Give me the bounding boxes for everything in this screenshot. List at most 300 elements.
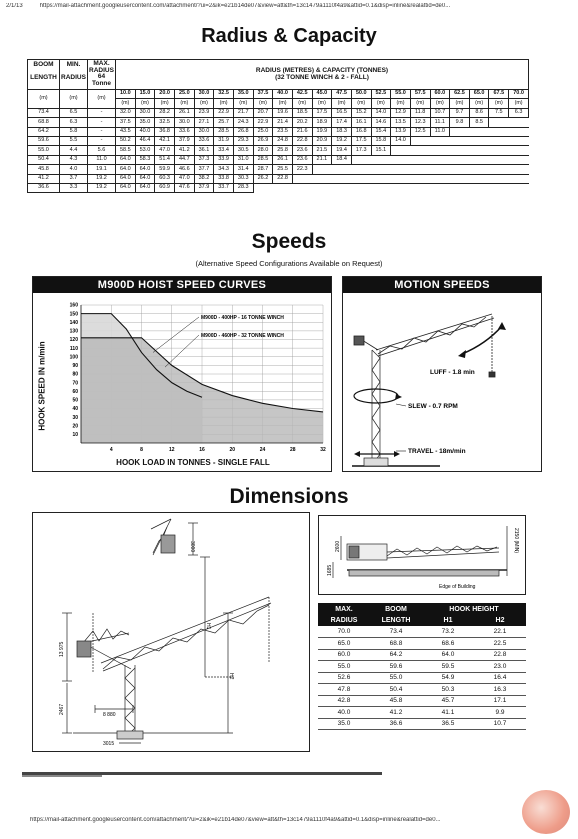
radius-unit-cell: (m) xyxy=(155,99,175,108)
y-tick-label: 130 xyxy=(69,328,78,335)
capacity-value-cell xyxy=(312,183,332,192)
dim-h2: H2 xyxy=(228,673,234,680)
hook-col-radius: RADIUS xyxy=(318,615,370,626)
capacity-value-cell: 23.5 xyxy=(273,127,293,136)
radius-unit-cell: (m) xyxy=(410,99,430,108)
capacity-row xyxy=(28,127,529,136)
x-tick-label: 16 xyxy=(199,447,205,453)
capacity-value-cell: 14.0 xyxy=(391,136,411,145)
hoist-y-axis-label xyxy=(35,321,49,451)
capacity-value-cell: 21.5 xyxy=(312,146,332,155)
radius-capacity-title: Radius & Capacity xyxy=(201,25,377,47)
capacity-value-cell xyxy=(489,127,509,136)
hook-h2-cell: 23.0 xyxy=(474,661,526,673)
capacity-value-cell: 59.9 xyxy=(155,165,175,174)
capacity-value-cell xyxy=(312,174,332,183)
hook-h2-cell: 16.4 xyxy=(474,672,526,684)
capacity-value-cell: 11.0 xyxy=(430,127,450,136)
radius-value-cell: 10.0 xyxy=(116,90,136,99)
capacity-value-cell: 18.5 xyxy=(292,108,312,117)
capacity-value-cell xyxy=(410,174,430,183)
capacity-value-cell: 58.3 xyxy=(135,155,155,164)
hook-length-cell: 64.2 xyxy=(370,649,422,661)
hook-col-height: HOOK HEIGHT xyxy=(422,603,526,615)
capacity-value-cell: 7.5 xyxy=(489,108,509,117)
capacity-value-cell xyxy=(489,118,509,127)
radius-capacity-header xyxy=(116,60,529,90)
dim-2150-min: 2150 (MIN) xyxy=(513,528,519,554)
hook-radius-cell: 60.0 xyxy=(318,649,370,661)
dim-2600: 2600 xyxy=(335,540,341,552)
capacity-value-cell: 32.0 xyxy=(116,108,136,117)
capacity-value-cell xyxy=(391,183,411,192)
capacity-row xyxy=(28,108,529,117)
footer-url[interactable]: https://mail-attachment.googleusercontent.com/attachment/?ui=2&ik=e21b14de07&view=att&th=13c1479a1110f4a9&attid=0.1&disp=inline&realattid=de0... xyxy=(30,817,441,823)
x-tick-label: 28 xyxy=(289,447,296,453)
capacity-value-cell xyxy=(332,183,352,192)
capacity-value-cell: 11.8 xyxy=(410,108,430,117)
capacity-value-cell: 58.5 xyxy=(116,146,136,155)
capacity-value-cell: 16.8 xyxy=(351,127,371,136)
capacity-value-cell: 64.0 xyxy=(135,165,155,174)
capacity-value-cell: 22.9 xyxy=(214,108,234,117)
hook-radius-cell: 65.0 xyxy=(318,638,370,650)
capacity-value-cell xyxy=(410,146,430,155)
capacity-value-cell: 14.6 xyxy=(371,118,391,127)
capacity-value-cell: 37.9 xyxy=(174,136,194,145)
hook-length-cell: 73.4 xyxy=(370,626,422,638)
dimensions-elevation-panel xyxy=(32,512,310,752)
hook-height-row xyxy=(318,695,526,707)
capacity-value-cell xyxy=(332,165,352,174)
counterjib-elevation xyxy=(77,613,131,673)
capacity-value-cell: 21.6 xyxy=(292,127,312,136)
radius-unit-cell: (m) xyxy=(116,99,136,108)
y-tick-label: 80 xyxy=(72,371,78,378)
capacity-value-cell xyxy=(430,155,450,164)
capacity-value-cell xyxy=(469,174,489,183)
capacity-value-cell: 64.0 xyxy=(135,174,155,183)
capacity-value-cell: 25.0 xyxy=(253,127,273,136)
capacity-row xyxy=(28,165,529,174)
capacity-value-cell: 30.3 xyxy=(233,174,253,183)
capacity-value-cell xyxy=(469,183,489,192)
capacity-value-cell: 64.0 xyxy=(135,183,155,192)
capacity-max-cell: 5.6 xyxy=(88,146,116,155)
radius-value-cell: 62.5 xyxy=(450,90,470,99)
speeds-note: (Alternative Speed Configurations Available on Request) xyxy=(195,259,383,268)
capacity-value-cell: 37.5 xyxy=(116,118,136,127)
hook-height-row xyxy=(318,649,526,661)
travel-label: TRAVEL - 18m/min xyxy=(408,448,466,455)
capacity-value-cell xyxy=(450,155,470,164)
radius-unit-cell: (m) xyxy=(174,99,194,108)
capacity-value-cell: 21.7 xyxy=(233,108,253,117)
radius-unit-cell: (m) xyxy=(332,99,352,108)
capacity-value-cell xyxy=(509,118,529,127)
radius-unit-cell: (m) xyxy=(253,99,273,108)
hoist-speed-chart xyxy=(51,297,331,457)
unit-cell: (m) xyxy=(28,90,60,109)
capacity-value-cell: 41.2 xyxy=(174,146,194,155)
capacity-value-cell xyxy=(489,136,509,145)
hook-h2-cell: 9.9 xyxy=(474,707,526,719)
dim-h1: H1 xyxy=(205,623,211,630)
capacity-value-cell: 19.4 xyxy=(332,146,352,155)
capacity-value-cell: 31.0 xyxy=(233,155,253,164)
capacity-value-cell xyxy=(489,146,509,155)
capacity-value-cell xyxy=(509,146,529,155)
radius-unit-cell: (m) xyxy=(214,99,234,108)
capacity-value-cell: 23.6 xyxy=(292,155,312,164)
radius-value-cell: 15.0 xyxy=(135,90,155,99)
capacity-max-cell: 19.2 xyxy=(88,183,116,192)
capacity-value-cell: 28.2 xyxy=(155,108,175,117)
y-tick-label: 160 xyxy=(69,302,78,309)
radius-unit-cell: (m) xyxy=(509,99,529,108)
hook-h1-cell: 41.1 xyxy=(422,707,474,719)
hoist-panel-title: M900D HOIST SPEED CURVES xyxy=(33,277,331,293)
capacity-min-cell: 4.3 xyxy=(60,155,88,164)
hook-h2-cell: 22.8 xyxy=(474,649,526,661)
hook-height-row xyxy=(318,638,526,650)
capacity-value-cell: 40.0 xyxy=(135,127,155,136)
capacity-value-cell xyxy=(430,146,450,155)
radius-value-cell: 30.0 xyxy=(194,90,214,99)
capacity-value-cell: 18.3 xyxy=(332,127,352,136)
capacity-value-cell: 47.0 xyxy=(155,146,175,155)
capacity-boom-cell: 50.4 xyxy=(28,155,60,164)
hook-h1-cell: 73.2 xyxy=(422,626,474,638)
capacity-value-cell: 22.8 xyxy=(292,136,312,145)
capacity-value-cell: 14.0 xyxy=(371,108,391,117)
hoist-speed-panel xyxy=(32,276,332,472)
crane-elevation-drawing xyxy=(33,513,309,751)
capacity-value-cell: 21.4 xyxy=(273,118,293,127)
capacity-value-cell: 20.7 xyxy=(253,108,273,117)
capacity-value-cell: 33.6 xyxy=(174,127,194,136)
print-url[interactable]: https://mail-attachment.googleusercontent.com/attachment/?ui=2&ik=e21b14de07&view=att&th=13c1479a1110f4a9&attid=0.1&disp=inline&realattid=de0... xyxy=(39,3,451,9)
capacity-value-cell xyxy=(450,165,470,174)
capacity-value-cell: 26.1 xyxy=(273,155,293,164)
capacity-boom-cell: 36.6 xyxy=(28,183,60,192)
radius-capacity-heading: RADIUS (METRES) & CAPACITY (TONNES) xyxy=(255,67,389,74)
crane-small-view xyxy=(151,519,175,555)
capacity-value-cell: 17.5 xyxy=(351,136,371,145)
capacity-value-cell xyxy=(509,155,529,164)
dim-3000: 3000 xyxy=(189,541,195,553)
capacity-value-cell: 30.0 xyxy=(135,108,155,117)
capacity-value-cell: 13.9 xyxy=(391,127,411,136)
capacity-value-cell: 15.4 xyxy=(371,127,391,136)
capacity-value-cell: 33.6 xyxy=(194,136,214,145)
radius-value-cell: 45.0 xyxy=(312,90,332,99)
dimensions-title: Dimensions xyxy=(229,485,349,508)
capacity-min-cell: 4.0 xyxy=(60,165,88,174)
capacity-value-cell: 22.9 xyxy=(253,118,273,127)
capacity-value-cell xyxy=(410,155,430,164)
hook-radius-cell: 52.6 xyxy=(318,672,370,684)
hook-length-cell: 50.4 xyxy=(370,684,422,696)
capacity-row xyxy=(28,155,529,164)
y-tick-label: 110 xyxy=(69,345,78,352)
slew-label: SLEW - 0.7 RPM xyxy=(408,403,458,410)
hook-height-row xyxy=(318,661,526,673)
capacity-value-cell: 22.3 xyxy=(292,165,312,174)
capacity-value-cell: 33.4 xyxy=(214,146,234,155)
capacity-max-cell: - xyxy=(88,136,116,145)
hook-radius-cell: 35.0 xyxy=(318,718,370,730)
capacity-value-cell: 24.3 xyxy=(233,118,253,127)
radius-value-cell: 65.0 xyxy=(469,90,489,99)
capacity-min-cell: 3.7 xyxy=(60,174,88,183)
hook-h1-cell: 64.0 xyxy=(422,649,474,661)
capacity-value-cell xyxy=(450,183,470,192)
radius-capacity-subheading: (32 TONNE WINCH & 2 - FALL) xyxy=(275,73,369,81)
tower-mast-elevation xyxy=(117,665,143,739)
capacity-value-cell: 11.1 xyxy=(430,118,450,127)
capacity-value-cell xyxy=(469,146,489,155)
capacity-value-cell xyxy=(430,136,450,145)
hook-col-h2: H2 xyxy=(474,615,526,626)
capacity-value-cell xyxy=(253,183,273,192)
capacity-boom-cell: 55.0 xyxy=(28,146,60,155)
y-tick-label: 20 xyxy=(72,423,78,430)
capacity-value-cell: 28.0 xyxy=(253,146,273,155)
capacity-value-cell xyxy=(391,165,411,174)
capacity-value-cell: 6.3 xyxy=(509,108,529,117)
col-max-header: MAX. RADIUS 64 Tonne xyxy=(88,60,116,90)
capacity-value-cell xyxy=(489,165,509,174)
radius-value-cell: 47.5 xyxy=(332,90,352,99)
capacity-value-cell: 33.7 xyxy=(214,183,234,192)
print-date: 2/1/13 xyxy=(6,3,23,9)
capacity-boom-cell: 68.8 xyxy=(28,118,60,127)
y-tick-label: 100 xyxy=(69,354,78,361)
capacity-value-cell: 44.7 xyxy=(174,155,194,164)
capacity-value-cell: 30.5 xyxy=(233,146,253,155)
capacity-value-cell xyxy=(430,165,450,174)
col-boom-header xyxy=(28,60,60,90)
capacity-value-cell: 64.0 xyxy=(116,155,136,164)
radius-unit-cell: (m) xyxy=(351,99,371,108)
capacity-value-cell: 18.4 xyxy=(332,155,352,164)
capacity-value-cell: 27.1 xyxy=(194,118,214,127)
capacity-value-cell: 16.1 xyxy=(351,118,371,127)
hook-col-length: LENGTH xyxy=(370,615,422,626)
capacity-value-cell: 50.2 xyxy=(116,136,136,145)
capacity-row xyxy=(28,146,529,155)
capacity-value-cell xyxy=(489,174,509,183)
capacity-value-cell xyxy=(371,183,391,192)
luff-label: LUFF - 1.8 min xyxy=(430,369,475,376)
hook-height-row xyxy=(318,707,526,719)
y-tick-label: 70 xyxy=(72,380,78,387)
capacity-value-cell: 17.5 xyxy=(312,108,332,117)
x-tick-label: 32 xyxy=(320,447,326,453)
hook-length-cell: 68.8 xyxy=(370,638,422,650)
capacity-value-cell: 23.9 xyxy=(194,108,214,117)
capacity-value-cell xyxy=(410,165,430,174)
edge-of-building-label: Edge of Building xyxy=(439,584,476,590)
capacity-value-cell: 26.1 xyxy=(174,108,194,117)
crane-side-drawing xyxy=(319,516,525,594)
capacity-value-cell: 64.0 xyxy=(116,165,136,174)
hook-height-row xyxy=(318,672,526,684)
radius-unit-cell: (m) xyxy=(292,99,312,108)
radius-value-cell: 57.5 xyxy=(410,90,430,99)
capacity-value-cell: 51.4 xyxy=(155,155,175,164)
capacity-value-cell: 26.8 xyxy=(233,127,253,136)
radius-unit-cell: (m) xyxy=(135,99,155,108)
hook-h2-cell: 22.5 xyxy=(474,638,526,650)
capacity-value-cell: 32.5 xyxy=(155,118,175,127)
capacity-value-cell xyxy=(391,146,411,155)
capacity-value-cell: 37.7 xyxy=(194,165,214,174)
capacity-value-cell xyxy=(351,174,371,183)
radius-unit-cell: (m) xyxy=(450,99,470,108)
capacity-value-cell: 29.3 xyxy=(233,136,253,145)
capacity-value-cell: 28.7 xyxy=(253,165,273,174)
crane-motion-diagram xyxy=(344,294,542,472)
capacity-value-cell: 60.3 xyxy=(155,174,175,183)
capacity-value-cell: 15.8 xyxy=(371,136,391,145)
capacity-value-cell xyxy=(410,183,430,192)
luffing-boom xyxy=(354,314,495,377)
capacity-value-cell xyxy=(292,183,312,192)
capacity-value-cell: 15.1 xyxy=(371,146,391,155)
capacity-value-cell xyxy=(332,174,352,183)
capacity-value-cell: 34.3 xyxy=(214,165,234,174)
capacity-value-cell xyxy=(450,136,470,145)
capacity-value-cell: 46.4 xyxy=(135,136,155,145)
radius-unit-cell: (m) xyxy=(430,99,450,108)
print-header xyxy=(6,3,572,9)
scan-artifact-2 xyxy=(22,775,102,777)
capacity-value-cell: 53.0 xyxy=(135,146,155,155)
capacity-value-cell: 21.1 xyxy=(312,155,332,164)
capacity-value-cell: 22.8 xyxy=(273,174,293,183)
radius-value-cell: 20.0 xyxy=(155,90,175,99)
capacity-value-cell xyxy=(371,174,391,183)
capacity-value-cell: 47.0 xyxy=(174,174,194,183)
radius-value-cell: 55.0 xyxy=(391,90,411,99)
capacity-value-cell: 19.2 xyxy=(332,136,352,145)
capacity-value-cell xyxy=(509,136,529,145)
luff-arrow xyxy=(462,326,502,354)
radius-unit-cell: (m) xyxy=(489,99,509,108)
capacity-value-cell xyxy=(292,174,312,183)
y-tick-label: 40 xyxy=(72,406,78,413)
hook-h2-cell: 17.1 xyxy=(474,695,526,707)
radius-value-cell: 35.0 xyxy=(233,90,253,99)
capacity-value-cell xyxy=(273,183,293,192)
hook-length-cell: 45.8 xyxy=(370,695,422,707)
radius-value-cell: 67.5 xyxy=(489,90,509,99)
capacity-value-cell xyxy=(430,174,450,183)
radius-unit-cell: (m) xyxy=(273,99,293,108)
capacity-value-cell xyxy=(371,155,391,164)
capacity-value-cell xyxy=(410,136,430,145)
radius-unit-cell: (m) xyxy=(194,99,214,108)
capacity-value-cell xyxy=(351,183,371,192)
hook-height-row xyxy=(318,718,526,730)
capacity-value-cell: 26.9 xyxy=(253,136,273,145)
capacity-value-cell: 35.0 xyxy=(135,118,155,127)
hook-h1-cell: 68.6 xyxy=(422,638,474,650)
capacity-value-cell: 28.5 xyxy=(253,155,273,164)
radius-unit-cell: (m) xyxy=(371,99,391,108)
capacity-value-cell: 24.8 xyxy=(273,136,293,145)
x-tick-label: 12 xyxy=(168,447,175,453)
capacity-value-cell: 20.9 xyxy=(312,136,332,145)
capacity-boom-cell: 73.4 xyxy=(28,108,60,117)
hook-h1-cell: 50.3 xyxy=(422,684,474,696)
x-tick-label: 20 xyxy=(229,447,236,453)
col-boom-label2: LENGTH xyxy=(30,74,57,81)
hook-h2-cell: 10.7 xyxy=(474,718,526,730)
hook-length-cell: 36.6 xyxy=(370,718,422,730)
radius-unit-cell: (m) xyxy=(233,99,253,108)
capacity-value-cell: 46.6 xyxy=(174,165,194,174)
capacity-value-cell xyxy=(450,146,470,155)
hook-h1-cell: 45.7 xyxy=(422,695,474,707)
capacity-value-cell xyxy=(509,127,529,136)
radius-value-cell: 25.0 xyxy=(174,90,194,99)
capacity-row xyxy=(28,118,529,127)
hook-col-boom: BOOM xyxy=(370,603,422,615)
capacity-value-cell: 19.9 xyxy=(312,127,332,136)
radius-value-cell: 52.5 xyxy=(371,90,391,99)
hook-radius-cell: 40.0 xyxy=(318,707,370,719)
unit-cell: (m) xyxy=(60,90,88,109)
capacity-value-cell: 25.8 xyxy=(273,146,293,155)
capacity-value-cell: 36.1 xyxy=(194,146,214,155)
capacity-boom-cell: 64.2 xyxy=(28,127,60,136)
y-tick-label: 90 xyxy=(72,363,78,370)
capacity-value-cell: 20.2 xyxy=(292,118,312,127)
tower-mast xyxy=(364,350,388,466)
radius-unit-cell: (m) xyxy=(312,99,332,108)
motion-panel-title: MOTION SPEEDS xyxy=(343,277,541,293)
y-tick-label: 120 xyxy=(69,337,78,344)
hook-length-cell: 59.6 xyxy=(370,661,422,673)
x-tick-label: 8 xyxy=(140,447,143,453)
dim-1685: 1685 xyxy=(327,564,333,576)
radius-value-cell: 40.0 xyxy=(273,90,293,99)
capacity-value-cell xyxy=(509,183,529,192)
capacity-value-cell xyxy=(391,155,411,164)
speeds-title: Speeds xyxy=(251,230,327,253)
y-tick-label: 60 xyxy=(72,388,78,395)
hook-h1-cell: 36.5 xyxy=(422,718,474,730)
y-tick-label: 10 xyxy=(72,432,78,439)
hook-radius-cell: 47.8 xyxy=(318,684,370,696)
capacity-value-cell xyxy=(469,165,489,174)
dim-3015: 3015 xyxy=(103,741,115,747)
capacity-value-cell: 9.7 xyxy=(450,108,470,117)
x-tick-label: 4 xyxy=(109,447,113,453)
hook-h2-cell: 16.3 xyxy=(474,684,526,696)
radius-unit-cell: (m) xyxy=(469,99,489,108)
capacity-value-cell: 25.5 xyxy=(273,165,293,174)
capacity-value-cell: 37.9 xyxy=(194,183,214,192)
capacity-row xyxy=(28,174,529,183)
col-min-label: MIN. xyxy=(66,61,81,68)
y-tick-label: 140 xyxy=(69,319,78,326)
capacity-value-cell xyxy=(371,165,391,174)
radius-value-cell: 60.0 xyxy=(430,90,450,99)
